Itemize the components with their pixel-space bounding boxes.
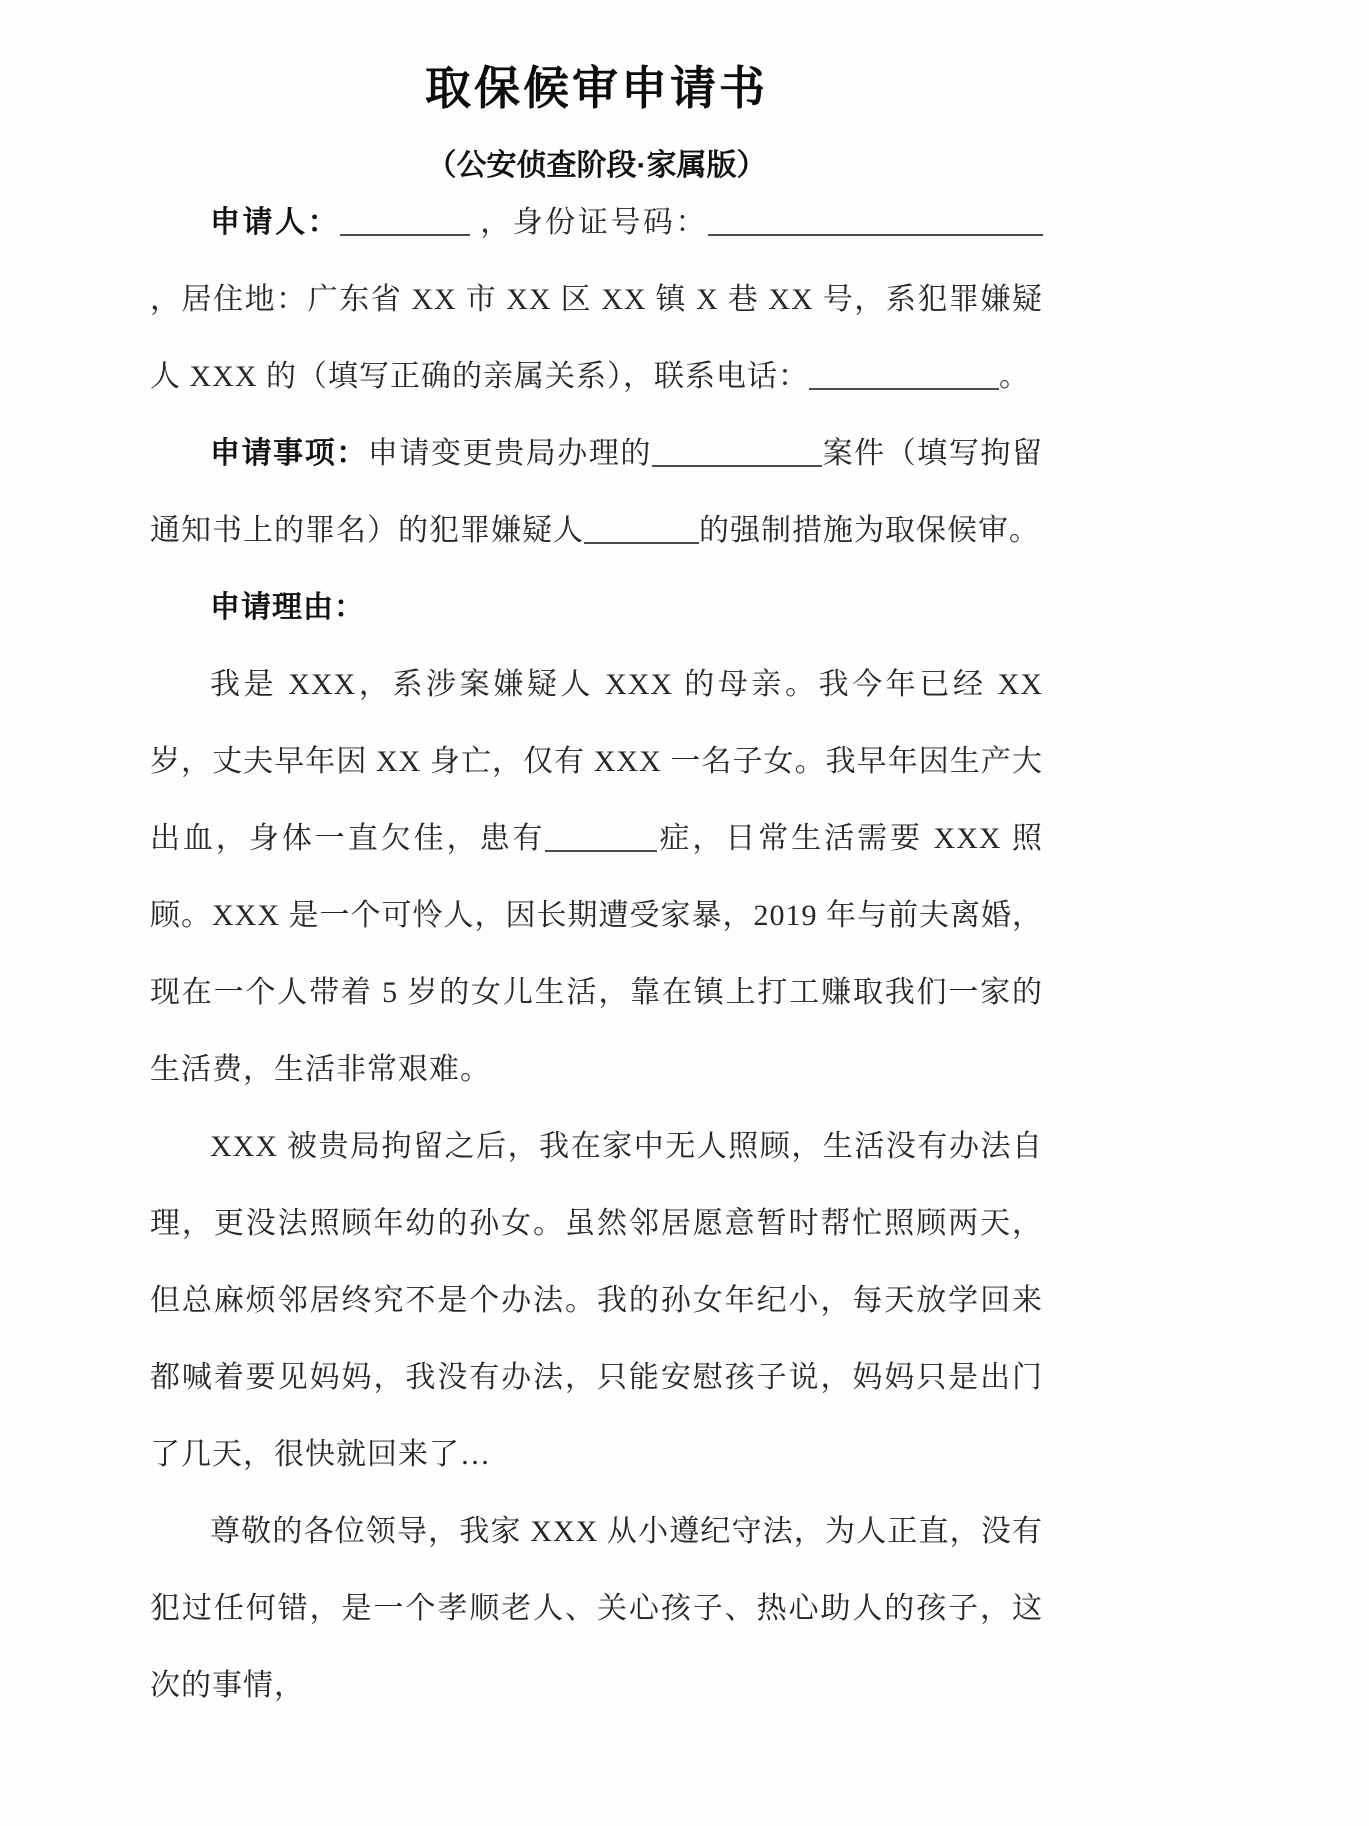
paragraph-reason-header [150, 569, 1043, 646]
paragraph-reason-2 [150, 1108, 1043, 1493]
text-reason-1b: 症，日常生活需要 XXX 照顾。XXX 是一个可怜人，因长期遭受家暴，2019 年与前夫离婚，现在一个人带着 5 岁的女儿生活，靠在镇上打工赚取我们一家的生活费，生活非常艰难。 [150, 822, 1044, 1086]
text-reason-1a: 我是 XXX，系涉案嫌疑人 XXX 的母亲。我今年已经 XX 岁，丈夫早年因 XX 身亡，仅有 XXX 一名子女。我早年因生产大出血，身体一直欠佳，患有 [150, 668, 1043, 855]
paragraph-reason-3 [150, 1493, 1043, 1724]
text-applicant-end: 。 [999, 360, 1030, 393]
blank-phone-number [809, 388, 999, 390]
document-title: 取保候审申请书 [425, 62, 768, 114]
blank-suspect-name [584, 542, 699, 544]
paragraph-applicant-info [150, 184, 1043, 415]
request-label: 申请事项： [210, 437, 368, 470]
applicant-label: 申请人： [210, 206, 341, 239]
blank-id-number [708, 234, 1043, 236]
text-reason-3: 尊敬的各位领导，我家 XXX 从小遵纪守法，为人正直，没有犯过任何错，是一个孝顺老人、关心孩子、热心助人的孩子，这次的事情， [150, 1515, 1043, 1702]
blank-applicant-name [340, 234, 470, 236]
text-request-3: 的强制措施为取保候审。 [699, 514, 1040, 547]
blank-case-name [652, 465, 822, 467]
document-body [150, 184, 1043, 1724]
document-subtitle: （公安侦查阶段·家属版） [426, 149, 767, 182]
text-after-name: ，身份证号码： [470, 206, 709, 239]
paragraph-reason-1 [150, 646, 1043, 1108]
reason-header-label: 申请理由： [210, 591, 365, 624]
text-reason-2: XXX 被贵局拘留之后，我在家中无人照顾，生活没有办法自理，更没法照顾年幼的孙女。虽然邻居愿意暂时帮忙照顾两天，但总麻烦邻居终究不是个办法。我的孙女年纪小，每天放学回来都喊着要见妈妈，我没有办法，只能安慰孩子说，妈妈只是出门了几天，很快就回来了… [150, 1130, 1043, 1471]
paragraph-request [150, 415, 1043, 569]
text-request-2: 案件（填写拘留通知书上的罪名）的犯罪嫌疑人 [150, 437, 1044, 547]
text-address-relation: ，居住地：广东省 XX 市 XX 区 XX 镇 X 巷 XX 号，系犯罪嫌疑人 XXX 的（填写正确的亲属关系），联系电话： [150, 283, 1043, 393]
text-request-1: 申请变更贵局办理的 [367, 437, 653, 470]
blank-illness-name [545, 850, 657, 852]
